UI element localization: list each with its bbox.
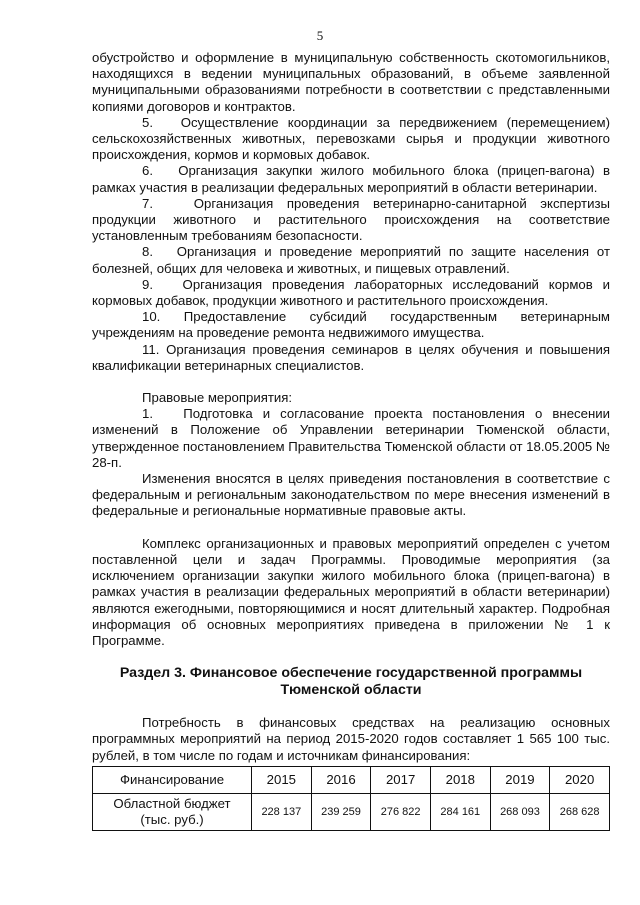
value-cell-2018: 284 161 [430, 793, 490, 830]
list-item: 10. Предоставление субсидий государственным ветеринарным учреждениям на проведение ремонта недвижимого имущества. [92, 309, 610, 341]
section-heading [92, 665, 610, 699]
organizational-measures-list [92, 50, 610, 374]
list-item: Изменения вносятся в целях приведения постановления в соответствие с федеральным и региональным законодательством по мере внесения изменений в федеральные и региональные нормативные правовые акты. [92, 471, 610, 519]
list-item: 7. Организация проведения ветеринарно-санитарной экспертизы продукции животного и растительного происхождения на соответствие установленным требованиям безопасности. [92, 195, 610, 244]
list-item: 9. Организация проведения лабораторных исследований кормов и кормовых добавок, продукции животного и растительного происхождения. [92, 276, 610, 309]
value-cell-2017: 276 822 [371, 793, 431, 830]
list-item: 5. Осуществление координации за передвижением (перемещением) сельскохозяйственных животных, перевозками сырья и продукции животного происхождения, кормов и кормовых добавок. [92, 114, 610, 163]
list-item: 8. Организация и проведение мероприятий по защите населения от болезней, общих для человека и животных, и пищевых отравлений. [92, 244, 610, 276]
section-heading-line1: Раздел 3. Финансовое обеспечение государственной программы [119, 665, 583, 682]
value-cell-2016: 239 259 [311, 793, 371, 830]
value-cell-2020: 268 628 [550, 793, 610, 830]
list-item: обустройство и оформление в муниципальную собственность скотомогильников, находящихся в ведении муниципальных образований, в объеме заявленной муниципальными образованиями потребности в соответствии с представленными копиями договоров и контрактов. [92, 50, 610, 114]
header-cell-2016: 2016 [311, 766, 371, 793]
value-cell-2015: 228 137 [252, 793, 312, 830]
header-cell-2015: 2015 [252, 766, 312, 793]
header-cell-2019: 2019 [490, 766, 550, 793]
list-item: 1. Подготовка и согласование проекта постановления о внесении изменений в Положение об Управлении ветеринарии Тюменской области, утвержденное постановлением Правительства Тюменской области от 18.05.2005 № 28-п. [92, 406, 610, 470]
header-cell-2018: 2018 [430, 766, 490, 793]
legal-measures-list [92, 406, 610, 519]
list-item: 6. Организация закупки жилого мобильного блока (прицеп-вагона) в рамках участия в реализации федеральных мероприятий в области ветеринарии. [92, 163, 610, 195]
list-item: 11. Организация проведения семинаров в целях обучения и повышения квалификации ветеринарных специалистов. [92, 341, 610, 373]
value-cell-2019: 268 093 [490, 793, 550, 830]
finance-paragraph: Потребность в финансовых средствах на реализацию основных программных мероприятий на период 2015-2020 годов составляет 1 565 100 тыс. рублей, в том числе по годам и источникам финансирования: [92, 715, 610, 763]
financing-table [92, 766, 610, 831]
row-label-regional-budget: Областной бюджет (тыс. руб.) [93, 793, 252, 830]
section-heading-line2: Тюменской области [280, 682, 422, 699]
header-cell-2020: 2020 [550, 766, 610, 793]
table-row [93, 793, 610, 830]
legal-measures-title: Правовые мероприятия: [142, 390, 293, 406]
complex-measures-paragraph: Комплекс организационных и правовых мероприятий определен с учетом поставленной цели и задач Программы. Проводимые мероприятия (за исключением организации закупки жилого мобильного блока (прицеп-вагона) в рамках участия в реализации федеральных мероприятий в области ветеринарии) являются ежегодными, повторяющимися и носят длительный характер. Подробная информация об основных мероприятиях приведена в приложении № 1 к Программе. [92, 535, 610, 648]
document-body [92, 50, 610, 831]
financing-table-header [93, 766, 610, 793]
page-number: 5 [316, 28, 324, 43]
header-cell-financing: Финансирование [93, 766, 252, 793]
header-cell-2017: 2017 [371, 766, 431, 793]
